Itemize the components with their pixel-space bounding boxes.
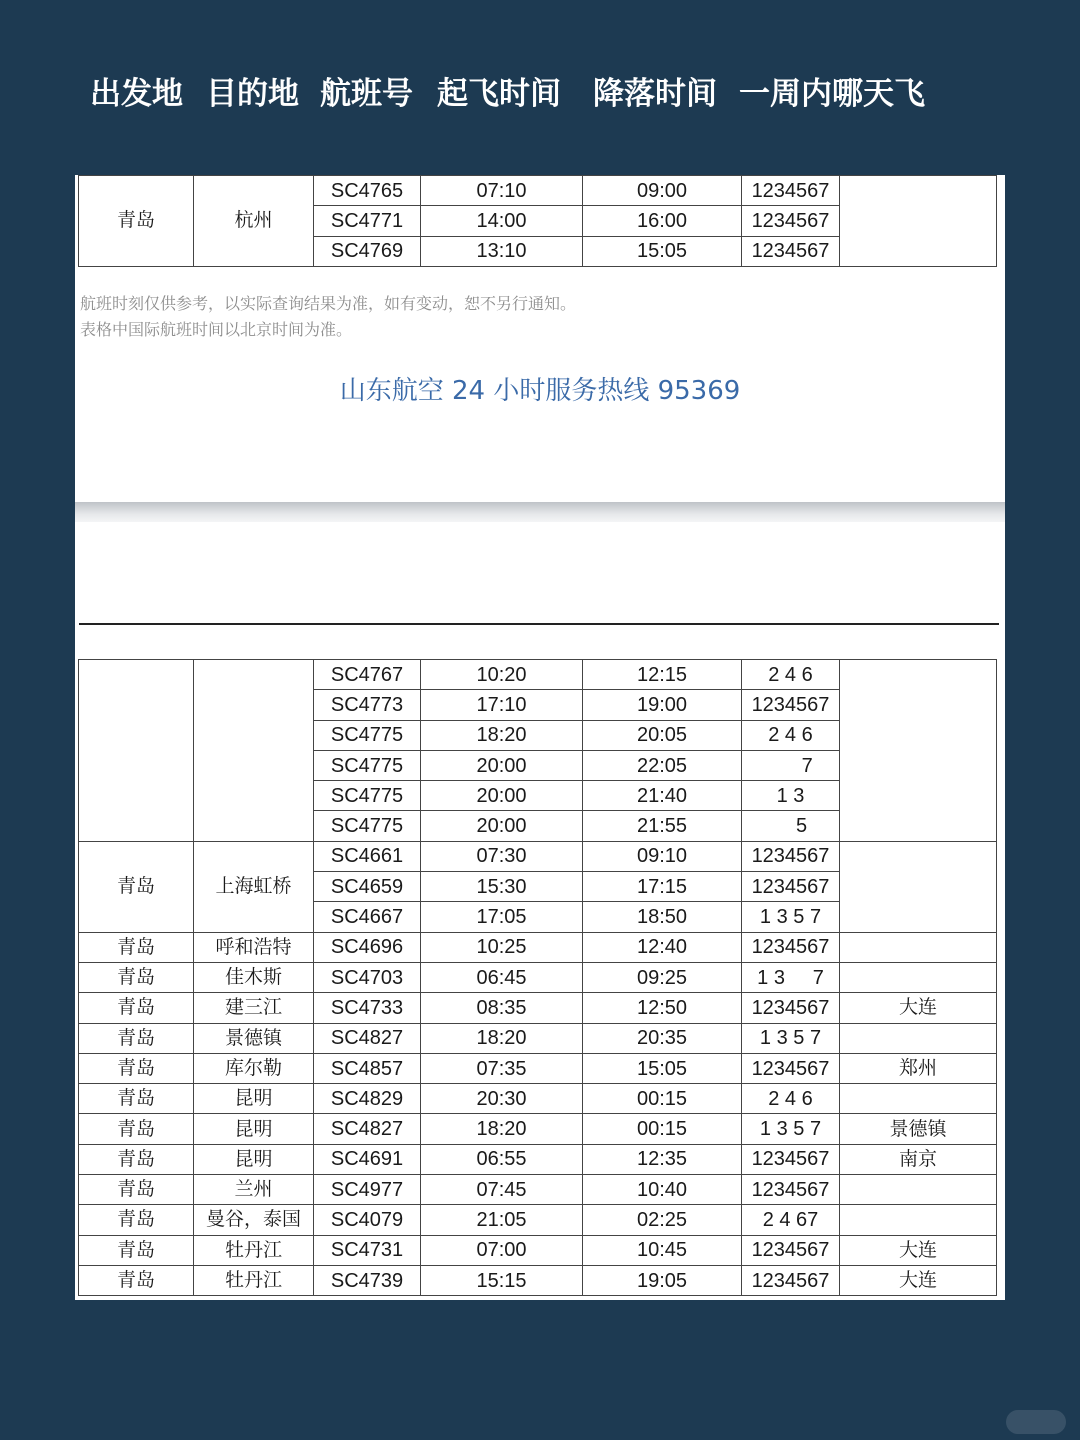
arrival-cell: 09:00 (583, 176, 742, 206)
via-cell (840, 932, 997, 962)
destination-cell: 昆明 (194, 1114, 314, 1144)
via-cell (840, 841, 997, 932)
arrival-cell: 12:35 (583, 1144, 742, 1174)
days-cell: 1234567 (742, 1053, 840, 1083)
table-row (79, 1023, 997, 1053)
table-row (79, 1205, 997, 1235)
departure-cell: 20:00 (421, 811, 583, 841)
arrival-cell: 21:40 (583, 781, 742, 811)
destination-cell: 库尔勒 (194, 1053, 314, 1083)
destination-cell: 昆明 (194, 1084, 314, 1114)
arrival-cell: 15:05 (583, 236, 742, 266)
days-cell: 2 4 6 (742, 1084, 840, 1114)
schedule-page-bottom (75, 522, 1005, 1300)
departure-cell: 07:10 (421, 176, 583, 206)
flight-cell: SC4765 (314, 176, 421, 206)
arrival-cell: 10:40 (583, 1175, 742, 1205)
flight-cell: SC4827 (314, 1023, 421, 1053)
destination-cell: 昆明 (194, 1144, 314, 1174)
origin-cell: 青岛 (79, 1175, 194, 1205)
flight-cell: SC4661 (314, 841, 421, 871)
days-cell: 2 4 67 (742, 1205, 840, 1235)
header-departure: 起飞时间 (437, 76, 561, 112)
arrival-cell: 21:55 (583, 811, 742, 841)
via-cell (840, 176, 997, 267)
schedule-table-1 (78, 175, 997, 267)
destination-cell: 兰州 (194, 1175, 314, 1205)
days-cell: 1234567 (742, 206, 840, 236)
arrival-cell: 02:25 (583, 1205, 742, 1235)
table-row (79, 841, 997, 871)
origin-cell: 青岛 (79, 841, 194, 932)
destination-cell: 建三江 (194, 993, 314, 1023)
days-cell: 7 (742, 750, 840, 780)
origin-cell: 青岛 (79, 993, 194, 1023)
origin-cell: 青岛 (79, 1235, 194, 1265)
via-cell: 南京 (840, 1144, 997, 1174)
departure-cell: 17:10 (421, 690, 583, 720)
departure-cell: 07:30 (421, 841, 583, 871)
flight-cell: SC4827 (314, 1114, 421, 1144)
via-cell: 景德镇 (840, 1114, 997, 1144)
origin-cell: 青岛 (79, 1205, 194, 1235)
days-cell: 1 3 7 (742, 962, 840, 992)
departure-cell: 07:45 (421, 1175, 583, 1205)
flight-cell: SC4977 (314, 1175, 421, 1205)
departure-cell: 20:30 (421, 1084, 583, 1114)
section-rule (79, 623, 999, 625)
departure-cell: 18:20 (421, 720, 583, 750)
arrival-cell: 12:15 (583, 660, 742, 690)
flight-cell: SC4775 (314, 720, 421, 750)
origin-cell: 青岛 (79, 1053, 194, 1083)
days-cell: 2 4 6 (742, 660, 840, 690)
destination-cell (194, 660, 314, 842)
departure-cell: 06:45 (421, 962, 583, 992)
flight-cell: SC4731 (314, 1235, 421, 1265)
header-arrival: 降落时间 (593, 76, 717, 112)
origin-cell: 青岛 (79, 1023, 194, 1053)
departure-cell: 07:35 (421, 1053, 583, 1083)
flight-cell: SC4857 (314, 1053, 421, 1083)
days-cell: 5 (742, 811, 840, 841)
schedule-table-2 (78, 659, 997, 1296)
header-weekdays: 一周内哪天飞 (739, 76, 925, 112)
via-cell (840, 1084, 997, 1114)
destination-cell: 杭州 (194, 176, 314, 267)
timezone-note: 表格中国际航班时间以北京时间为准。 (80, 320, 353, 339)
origin-cell: 青岛 (79, 1084, 194, 1114)
arrival-cell: 09:10 (583, 841, 742, 871)
departure-cell: 17:05 (421, 902, 583, 932)
via-cell: 大连 (840, 1235, 997, 1265)
column-header-bar (0, 58, 1080, 118)
flight-cell: SC4767 (314, 660, 421, 690)
arrival-cell: 20:05 (583, 720, 742, 750)
via-cell (840, 1175, 997, 1205)
days-cell: 1234567 (742, 841, 840, 871)
departure-cell: 07:00 (421, 1235, 583, 1265)
table-row (79, 932, 997, 962)
table-row (79, 1053, 997, 1083)
table-row (79, 1144, 997, 1174)
departure-cell: 21:05 (421, 1205, 583, 1235)
table-row (79, 1265, 997, 1295)
destination-cell: 牡丹江 (194, 1235, 314, 1265)
table-row (79, 1175, 997, 1205)
origin-cell (79, 660, 194, 842)
days-cell: 1234567 (742, 872, 840, 902)
arrival-cell: 19:00 (583, 690, 742, 720)
flight-cell: SC4667 (314, 902, 421, 932)
schedule-page-top (75, 175, 1005, 503)
arrival-cell: 00:15 (583, 1114, 742, 1144)
departure-cell: 18:20 (421, 1114, 583, 1144)
days-cell: 1 3 (742, 781, 840, 811)
flight-cell: SC4733 (314, 993, 421, 1023)
origin-cell: 青岛 (79, 1114, 194, 1144)
flight-cell: SC4703 (314, 962, 421, 992)
table-row (79, 1235, 997, 1265)
arrival-cell: 17:15 (583, 872, 742, 902)
flight-cell: SC4829 (314, 1084, 421, 1114)
origin-cell: 青岛 (79, 962, 194, 992)
days-cell: 2 4 6 (742, 720, 840, 750)
flight-cell: SC4659 (314, 872, 421, 902)
flight-cell: SC4771 (314, 206, 421, 236)
departure-cell: 10:20 (421, 660, 583, 690)
arrival-cell: 12:40 (583, 932, 742, 962)
flight-cell: SC4696 (314, 932, 421, 962)
departure-cell: 13:10 (421, 236, 583, 266)
via-cell: 大连 (840, 993, 997, 1023)
days-cell: 1 3 5 7 (742, 1023, 840, 1053)
table-row (79, 993, 997, 1023)
arrival-cell: 00:15 (583, 1084, 742, 1114)
days-cell: 1234567 (742, 236, 840, 266)
days-cell: 1234567 (742, 1144, 840, 1174)
arrival-cell: 10:45 (583, 1235, 742, 1265)
via-cell: 大连 (840, 1265, 997, 1295)
departure-cell: 14:00 (421, 206, 583, 236)
days-cell: 1234567 (742, 1175, 840, 1205)
destination-cell: 佳木斯 (194, 962, 314, 992)
header-origin: 出发地 (90, 76, 183, 112)
origin-cell: 青岛 (79, 1144, 194, 1174)
arrival-cell: 18:50 (583, 902, 742, 932)
destination-cell: 景德镇 (194, 1023, 314, 1053)
arrival-cell: 09:25 (583, 962, 742, 992)
flight-cell: SC4769 (314, 236, 421, 266)
via-cell (840, 1023, 997, 1053)
days-cell: 1 3 5 7 (742, 902, 840, 932)
table-row (79, 962, 997, 992)
flight-cell: SC4739 (314, 1265, 421, 1295)
header-destination: 目的地 (206, 76, 299, 112)
departure-cell: 15:15 (421, 1265, 583, 1295)
arrival-cell: 12:50 (583, 993, 742, 1023)
table-row (79, 1114, 997, 1144)
arrival-cell: 16:00 (583, 206, 742, 236)
service-hotline: 山东航空 24 小时服务热线 95369 (339, 376, 741, 406)
days-cell: 1234567 (742, 1235, 840, 1265)
table-row (79, 660, 997, 690)
departure-cell: 10:25 (421, 932, 583, 962)
table-row (79, 1084, 997, 1114)
departure-cell: 20:00 (421, 750, 583, 780)
via-cell: 郑州 (840, 1053, 997, 1083)
departure-cell: 15:30 (421, 872, 583, 902)
departure-cell: 20:00 (421, 781, 583, 811)
destination-cell: 牡丹江 (194, 1265, 314, 1295)
days-cell: 1234567 (742, 690, 840, 720)
days-cell: 1234567 (742, 176, 840, 206)
flight-cell: SC4775 (314, 811, 421, 841)
origin-cell: 青岛 (79, 176, 194, 267)
flight-cell: SC4079 (314, 1205, 421, 1235)
page-break-divider (75, 502, 1005, 522)
origin-cell: 青岛 (79, 932, 194, 962)
disclaimer-note: 航班时刻仅供参考，以实际查询结果为准，如有变动，恕不另行通知。 (80, 294, 577, 313)
departure-cell: 08:35 (421, 993, 583, 1023)
days-cell: 1234567 (742, 932, 840, 962)
via-cell (840, 660, 997, 842)
days-cell: 1234567 (742, 1265, 840, 1295)
via-cell (840, 1205, 997, 1235)
destination-cell: 上海虹桥 (194, 841, 314, 932)
days-cell: 1 3 5 7 (742, 1114, 840, 1144)
header-flight-no: 航班号 (320, 76, 413, 112)
watermark-logo (1006, 1410, 1066, 1434)
flight-cell: SC4773 (314, 690, 421, 720)
arrival-cell: 19:05 (583, 1265, 742, 1295)
destination-cell: 呼和浩特 (194, 932, 314, 962)
origin-cell: 青岛 (79, 1265, 194, 1295)
flight-cell: SC4691 (314, 1144, 421, 1174)
flight-cell: SC4775 (314, 750, 421, 780)
arrival-cell: 20:35 (583, 1023, 742, 1053)
departure-cell: 18:20 (421, 1023, 583, 1053)
flight-cell: SC4775 (314, 781, 421, 811)
arrival-cell: 22:05 (583, 750, 742, 780)
days-cell: 1234567 (742, 993, 840, 1023)
table-row (79, 176, 997, 206)
arrival-cell: 15:05 (583, 1053, 742, 1083)
via-cell (840, 962, 997, 992)
departure-cell: 06:55 (421, 1144, 583, 1174)
destination-cell: 曼谷，泰国 (194, 1205, 314, 1235)
